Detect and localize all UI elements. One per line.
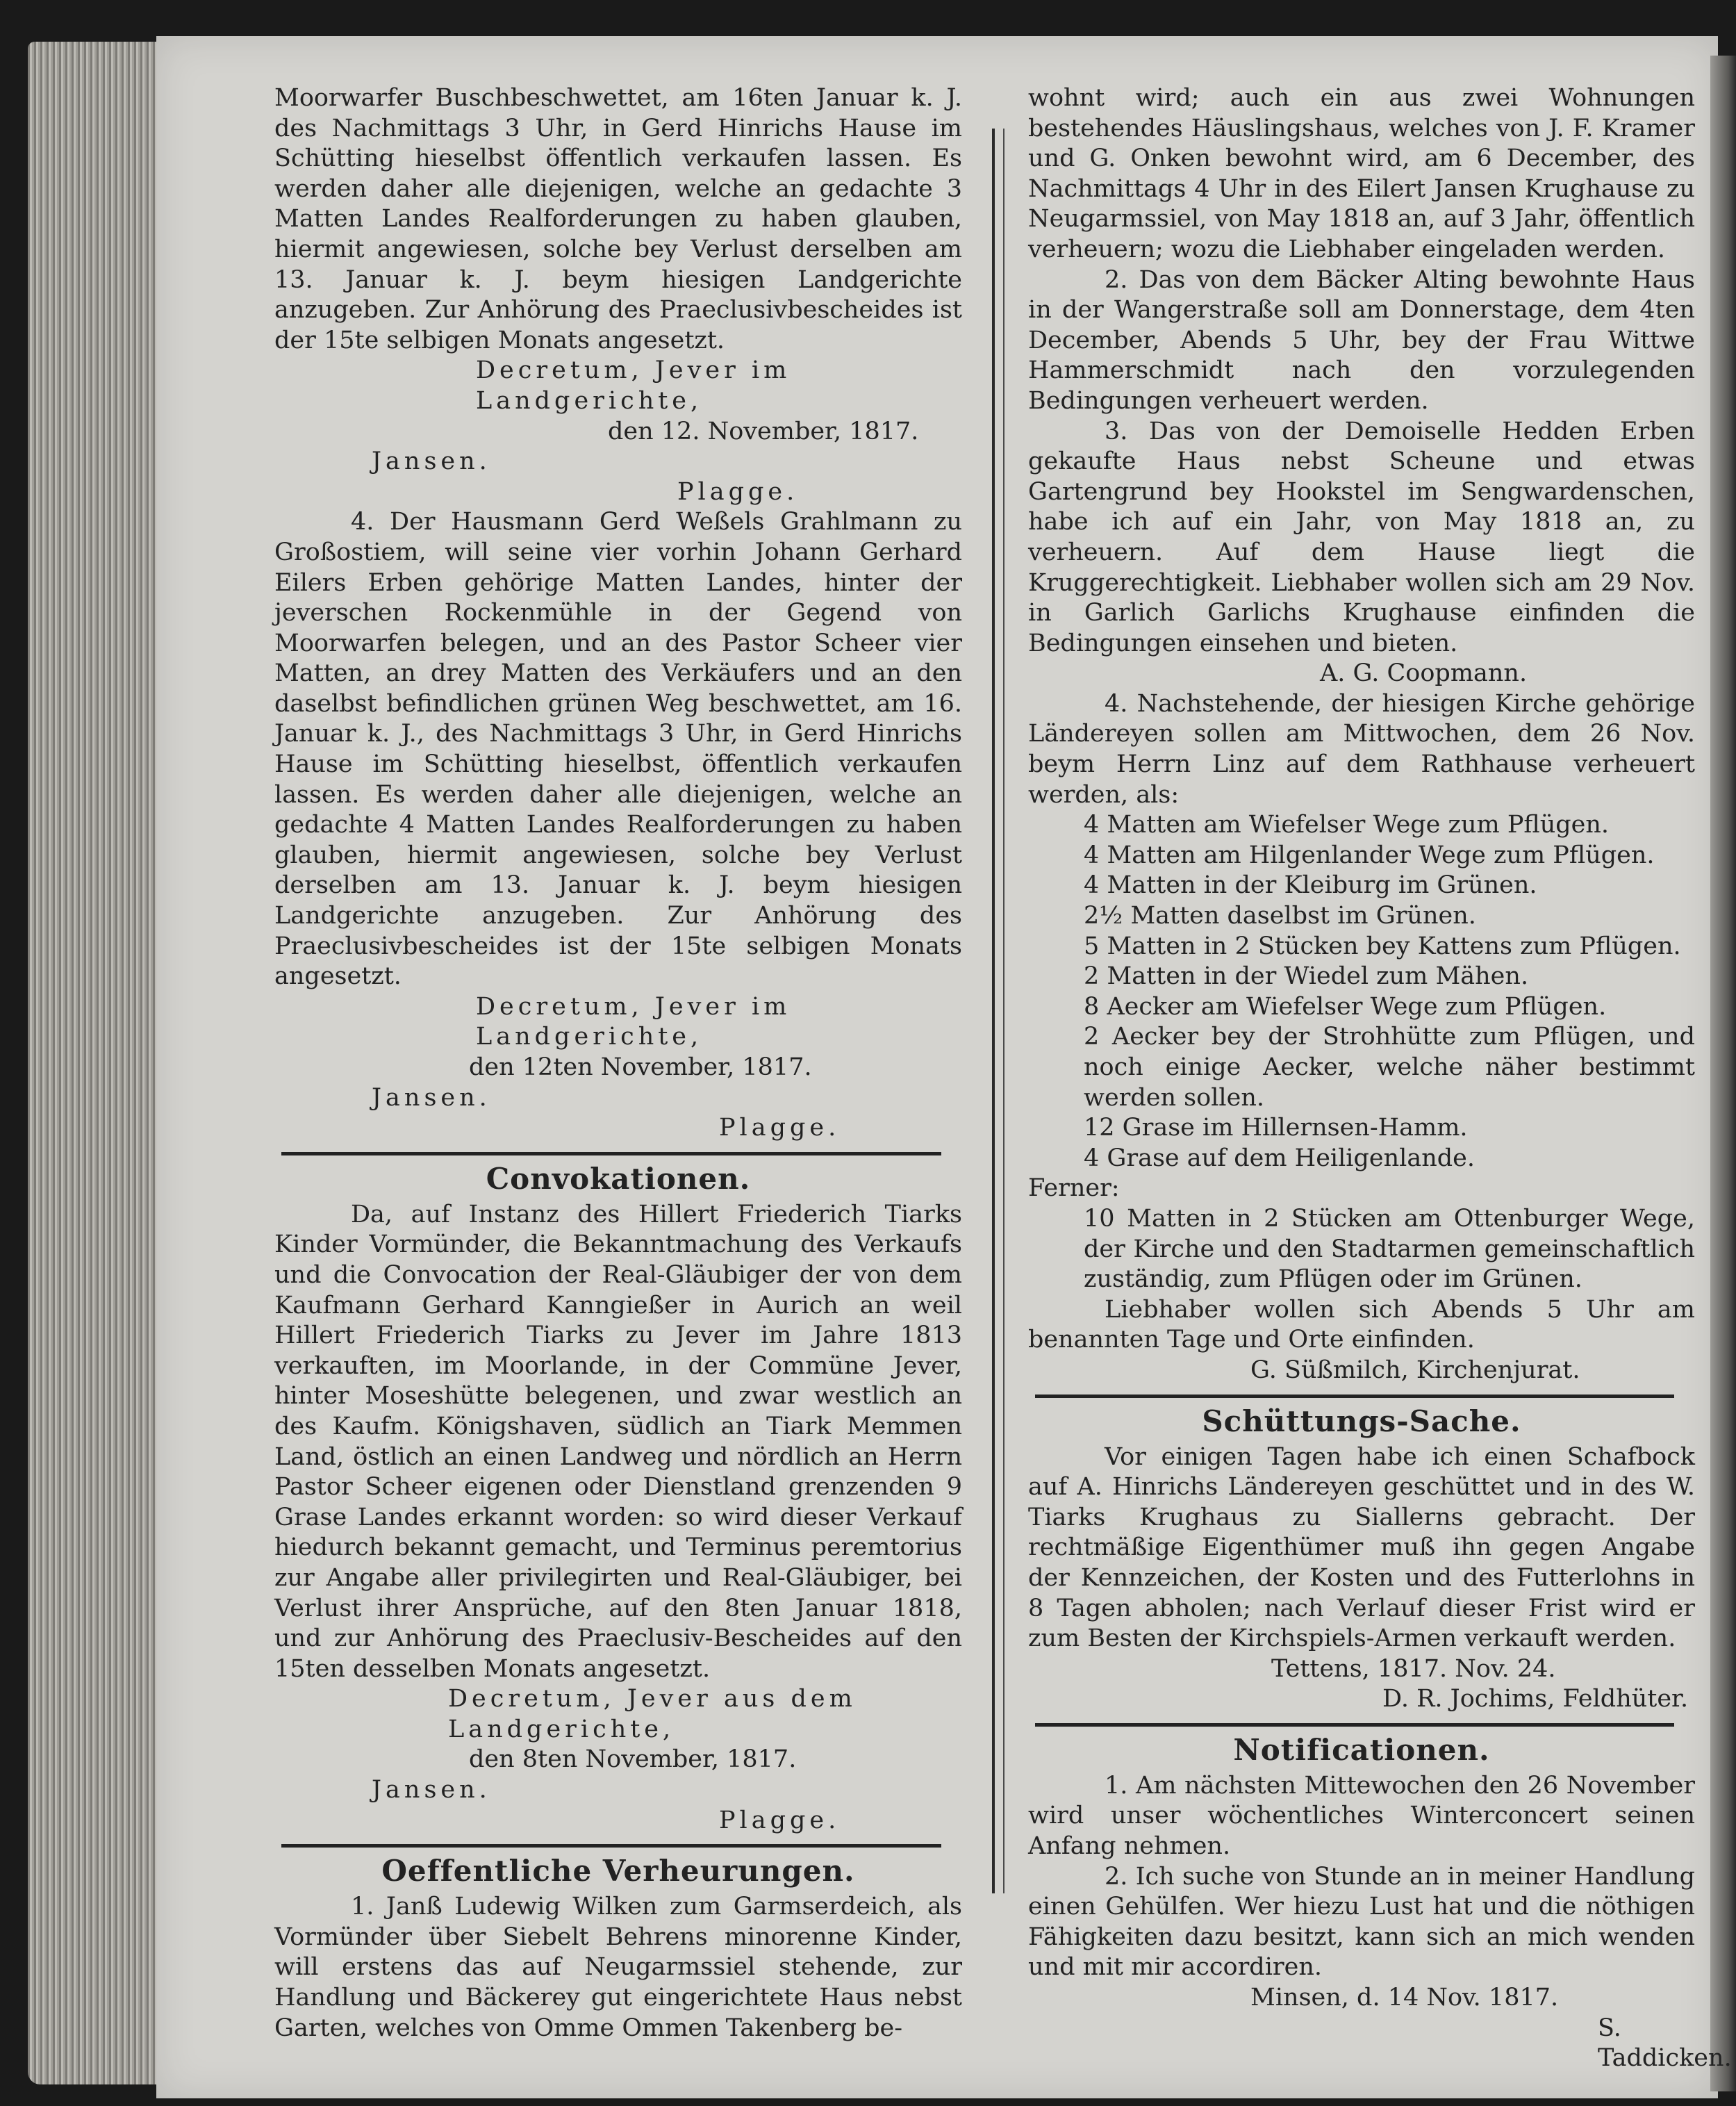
- paragraph-item-4: 4. Der Hausmann Gerd Weßels Grahlmann zu Großostiem, will seine vier vorhin Johann Gerhard Eilers Erben gehörige Matten Landes, hinter der jeverschen Rockenmühle in der Gegend von Moorwarfen belegen, und an des Pastor Scheer vier Matten, an drey Matten des Verkäufers und an den daselbst befindlichen grünen Weg beschwettet, am 16. Januar k. J., des Nachmittags 3 Uhr, in Gerd Hinrichs Hause im Schütting hieselbst, öffentlich verkaufen lassen. Es werden daher alle diejenigen, welche an gedachte 4 Matten Landes Realforderungen zu haben glauben, hiermit angewiesen, solche bey Verlust derselben am 13. Januar k. J. beym hiesigen Landgerichte anzugeben. Zur Anhörung des Praeclusivbescheides ist der 15te selbigen Monats angesetzt.: [274, 508, 962, 991]
- list-item: 10 Matten in 2 Stücken am Ottenburger Wege, der Kirche und den Stadtarmen gemeinschaftlich zuständig, zum Pflügen oder im Grünen.: [1084, 1204, 1695, 1294]
- signature-coopmann: A. G. Coopmann.: [1320, 659, 1528, 688]
- list-item: 4 Matten am Wiefelser Wege zum Pflügen.: [1084, 811, 1610, 839]
- heading-schuettung: Schüttungs-Sache.: [1202, 1404, 1521, 1438]
- decretum-line: Decretum, Jever aus dem Landgerichte,: [448, 1685, 857, 1743]
- signature-plagge: Plagge.: [677, 477, 799, 506]
- section-rule: [281, 1844, 941, 1848]
- list-item: 2½ Matten daselbst im Grünen.: [1084, 902, 1476, 930]
- paragraph-liebhaber: Liebhaber wollen sich Abends 5 Uhr am benannten Tage und Orte einfinden.: [1028, 1295, 1695, 1354]
- date-tettens: Tettens, 1817. Nov. 24.: [1271, 1654, 1556, 1683]
- heading-convocationen: Convokationen.: [486, 1161, 751, 1196]
- paragraph-notification-1: 1. Am nächsten Mittewochen den 26 November wird unser wöchentliches Winterconcert seinen Anfang nehmen.: [1028, 1771, 1695, 1861]
- land-list: [1028, 810, 1695, 1174]
- signature-suessmilch: G. Süßmilch, Kirchenjurat.: [1250, 1356, 1580, 1384]
- list-item: 4 Grase auf dem Heiligenlande.: [1084, 1144, 1475, 1172]
- heading-verheurungen: Oeffentliche Verheurungen.: [381, 1854, 855, 1889]
- paragraph-notification-2: 2. Ich suche von Stunde an in meiner Handlung einen Gehülfen. Wer hiezu Lust hat und die nöthigen Fähigkeiten dazu besitzt, kann sich an mich wenden und mit mir accordiren.: [1028, 1862, 1695, 1982]
- decretum-line: Decretum, Jever im Landgerichte,: [476, 356, 791, 415]
- signature-plagge: Plagge.: [719, 1114, 841, 1142]
- decretum-date: den 12. November, 1817.: [608, 417, 919, 445]
- paragraph-item-4: 4. Nachstehende, der hiesigen Kirche gehörige Ländereyen sollen am Mittwochen, dem 26 Nov. beym Herrn Linz auf dem Rathhause verheuert werden, als:: [1028, 689, 1695, 809]
- signature-plagge: Plagge.: [719, 1806, 841, 1834]
- signature-jochims: D. R. Jochims, Feldhüter.: [1382, 1685, 1689, 1713]
- list-item: 12 Grase im Hillernsen-Hamm.: [1084, 1114, 1468, 1142]
- section-rule: [281, 1152, 941, 1155]
- column-divider: [992, 129, 995, 1893]
- date-minsen: Minsen, d. 14 Nov. 1817.: [1250, 1984, 1559, 2012]
- list-item: 4 Matten am Hilgenlander Wege zum Pflügen.: [1084, 841, 1655, 869]
- column-divider-thin: [1003, 129, 1005, 1893]
- paragraph-wohnt: wohnt wird; auch ein aus zwei Wohnungen bestehendes Häuslingshaus, welches von J. F. Kramer und G. Onken bewohnt wird, am 6 December, des Nachmittags 4 Uhr in des Eilert Jansen Krughause zu Neugarmssiel, von May 1818 an, auf 3 Jahr, öffentlich verheuern; wozu die Liebhaber eingeladen werden.: [1028, 84, 1695, 263]
- signature-jansen: Jansen.: [372, 1776, 491, 1804]
- paragraph-item-3: 3. Das von der Demoiselle Hedden Erben gekaufte Haus nebst Scheune und etwas Gartengrund bey Hookstel im Sengwardenschen, habe ich auf ein Jahr, von May 1818 an, zu verheuern. Auf dem Hause liegt die Kruggerechtigkeit. Liebhaber wollen sich am 29 Nov. in Garlich Garlichs Krughause einfinden die Bedingungen einsehen und bieten.: [1028, 417, 1695, 657]
- decretum-date: den 12ten November, 1817.: [469, 1053, 812, 1081]
- paragraph-moorwarfer: Moorwarfer Buschbeschwettet, am 16ten Januar k. J. des Nachmittags 3 Uhr, in Gerd Hinrichs Hause im Schütting hieselbst öffentlich verkaufen lassen. Es werden daher alle diejenigen, welche an gedachte 3 Matten Landes Realforderungen zu haben glauben, hiermit angewiesen, solche bey Verlust derselben am 13. Januar k. J. beym hiesigen Landgerichte anzugeben. Zur Anhörung des Praeclusivbescheides ist der 15te selbigen Monats angesetzt.: [274, 84, 962, 354]
- decretum-line: Decretum, Jever im Landgerichte,: [476, 992, 791, 1051]
- ferner-label: Ferner:: [1028, 1174, 1120, 1203]
- paragraph-convocation: Da, auf Instanz des Hillert Friederich Tiarks Kinder Vormünder, die Bekanntmachung des Verkaufs und die Convocation der Real-Gläubiger der von dem Kaufmann Gerhard Kanngießer in Aurich an weil Hillert Friederich Tiarks zu Jever im Jahre 1813 verkauften, im Moorlande, in der Commüne Jever, hinter Moseshütte belegenen, und zwar westlich an des Kaufm. Königshaven, südlich an Tiark Memmen Land, östlich an einen Landweg und nördlich an Herrn Pastor Scheer eigenen oder Dienstland grenzenden 9 Grase Landes erkannt worden: so wird dieser Verkauf hiedurch bekannt gemacht, und Terminus peremtorius zur Angabe aller privilegirten und Real-Gläubiger, bei Verlust ihrer Ansprüche, auf den 8ten Januar 1818, und zur Anhörung des Praeclusiv-Bescheides auf den 15ten desselben Monats angesetzt.: [274, 1200, 962, 1683]
- left-column: [274, 83, 962, 2043]
- paragraph-verheurung-1: 1. Janß Ludewig Wilken zum Garmserdeich, als Vormünder über Siebelt Behrens minorenne Kinder, will erstens das auf Neugarmssiel stehende, zur Handlung und Bäckerey gut eingerichtete Haus nebst Garten, welches von Omme Ommen Takenberg be-: [274, 1893, 962, 2042]
- list-item: 8 Aecker am Wiefelser Wege zum Pflügen.: [1084, 992, 1607, 1021]
- signature-taddicken: S. Taddicken.: [1598, 2014, 1732, 2073]
- book-gutter: [1710, 56, 1736, 2091]
- list-item: 5 Matten in 2 Stücken bey Kattens zum Pflügen.: [1084, 932, 1681, 960]
- list-item: 4 Matten in der Kleiburg im Grünen.: [1084, 871, 1537, 900]
- section-rule: [1035, 1395, 1674, 1398]
- book-page-edges: [28, 42, 160, 2084]
- heading-notificationen: Notificationen.: [1233, 1732, 1490, 1767]
- paragraph-item-2: 2. Das von dem Bäcker Alting bewohnte Haus in der Wangerstraße soll am Donnerstage, dem 4ten December, Abends 5 Uhr, bey der Frau Wittwe Hammerschmidt nach den vorzulegenden Bedingungen verheuert werden.: [1028, 265, 1695, 415]
- paragraph-schuettung: Vor einigen Tagen habe ich einen Schafbock auf A. Hinrichs Ländereyen geschüttet und in des W. Tiarks Krughaus zu Siallerns gebracht. Der rechtmäßige Eigenthümer muß ihn gegen Angabe der Kennzeichen, der Kosten und des Futterlohns in 8 Tagen abholen; nach Verlauf dieser Frist wird er zum Besten der Kirchspiels-Armen verkauft werden.: [1028, 1442, 1695, 1653]
- list-item: 2 Aecker bey der Strohhütte zum Pflügen, und noch einige Aecker, welche näher bestimmt werden sollen.: [1084, 1023, 1695, 1112]
- section-rule: [1035, 1723, 1674, 1727]
- signature-jansen: Jansen.: [372, 1083, 491, 1112]
- decretum-date: den 8ten November, 1817.: [469, 1745, 797, 1774]
- right-column: [1028, 83, 1732, 2074]
- list-item: 2 Matten in der Wiedel zum Mähen.: [1084, 962, 1529, 991]
- signature-jansen: Jansen.: [372, 447, 491, 476]
